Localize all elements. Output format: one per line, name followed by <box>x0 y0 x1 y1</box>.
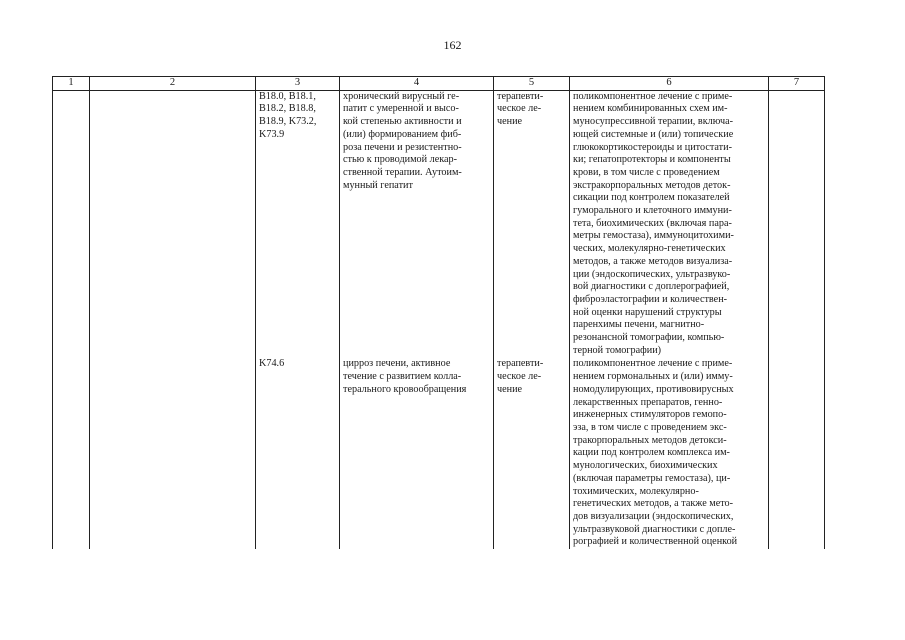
cell-col1 <box>53 357 90 549</box>
cell-col7 <box>769 90 825 357</box>
model-description-cell <box>340 357 494 549</box>
diagnosis-codes: B18.0, B18.1, B18.2, B18.8, B18.9, K73.2, K73.9 <box>259 90 317 140</box>
model-description: цирроз печени, активное течение с развитием колла- терального кровообращения <box>343 358 467 395</box>
treatment-method-cell <box>570 90 769 357</box>
table-header-row <box>53 77 825 91</box>
medical-procedures-table <box>52 76 825 549</box>
treatment-method: поликомпонентное лечение с приме- нением гормональных и (или) имму- номодулирующих, противовирусных лекарственных препаратов, генно- инженерных стимуляторов гемопо- эза, в том числе с проведением экс- тракорпоральных методов детокси- кации под контролем комплекса им- мунологических, биохимических (включая параметры гемостаза), ци- тохимических, молекулярно- генетических методов, а также мето- дов визуализации (эндоскопических, ультразвуковой диагностики с допле- рографией и количественной оценкой <box>573 358 738 548</box>
cell-col2 <box>90 357 256 549</box>
column-header-6: 6 <box>570 77 769 91</box>
table-row <box>53 357 825 549</box>
cell-col1 <box>53 90 90 357</box>
treatment-type: терапевти- ческое ле- чение <box>497 90 544 128</box>
column-header-4: 4 <box>340 77 494 91</box>
treatment-type-cell <box>494 357 570 549</box>
column-header-1: 1 <box>53 77 90 91</box>
treatment-method: поликомпонентное лечение с приме- нением комбинированных схем им- муносупрессивной терапии, включа- ющей системные и (или) топические глюкокортикостероиды и цитостати- ки; гепатопротекторы и компоненты крови, в том числе с проведением экстракорпоральных методов деток- сикации под контролем показателей гуморального и клеточного иммуни- тета, биохимических (включая пара- метры гемостаза), иммуноцитохими- ческих, молекулярно-генетических методов, а также методов визуализа- ции (эндоскопических, ультразвуко- вой диагностики с доплерографией, фиброэластографии и количествен- ной оценки нарушений структуры паренхимы печени, магнитно- резонансной томографии, компью- терной томографии) <box>573 90 734 356</box>
cell-col2 <box>90 90 256 357</box>
column-header-5: 5 <box>494 77 570 91</box>
diagnosis-codes-cell <box>256 90 340 357</box>
page-number: 162 <box>443 38 462 52</box>
table-row <box>53 90 825 357</box>
diagnosis-codes: K74.6 <box>259 358 285 370</box>
column-header-2: 2 <box>90 77 256 91</box>
model-description: хронический вирусный ге- патит с умеренной и высо- кой степенью активности и (или) формированием фиб- роза печени и резистентно- стью к проводимой лекар- ственной терапии. Аутоим- мунный гепатит <box>343 90 462 191</box>
diagnosis-codes-cell <box>256 357 340 549</box>
column-header-3: 3 <box>256 77 340 91</box>
column-header-7: 7 <box>769 77 825 91</box>
treatment-type: терапевти- ческое ле- чение <box>497 358 544 395</box>
treatment-type-cell <box>494 90 570 357</box>
treatment-method-cell <box>570 357 769 549</box>
model-description-cell <box>340 90 494 357</box>
cell-col7 <box>769 357 825 549</box>
